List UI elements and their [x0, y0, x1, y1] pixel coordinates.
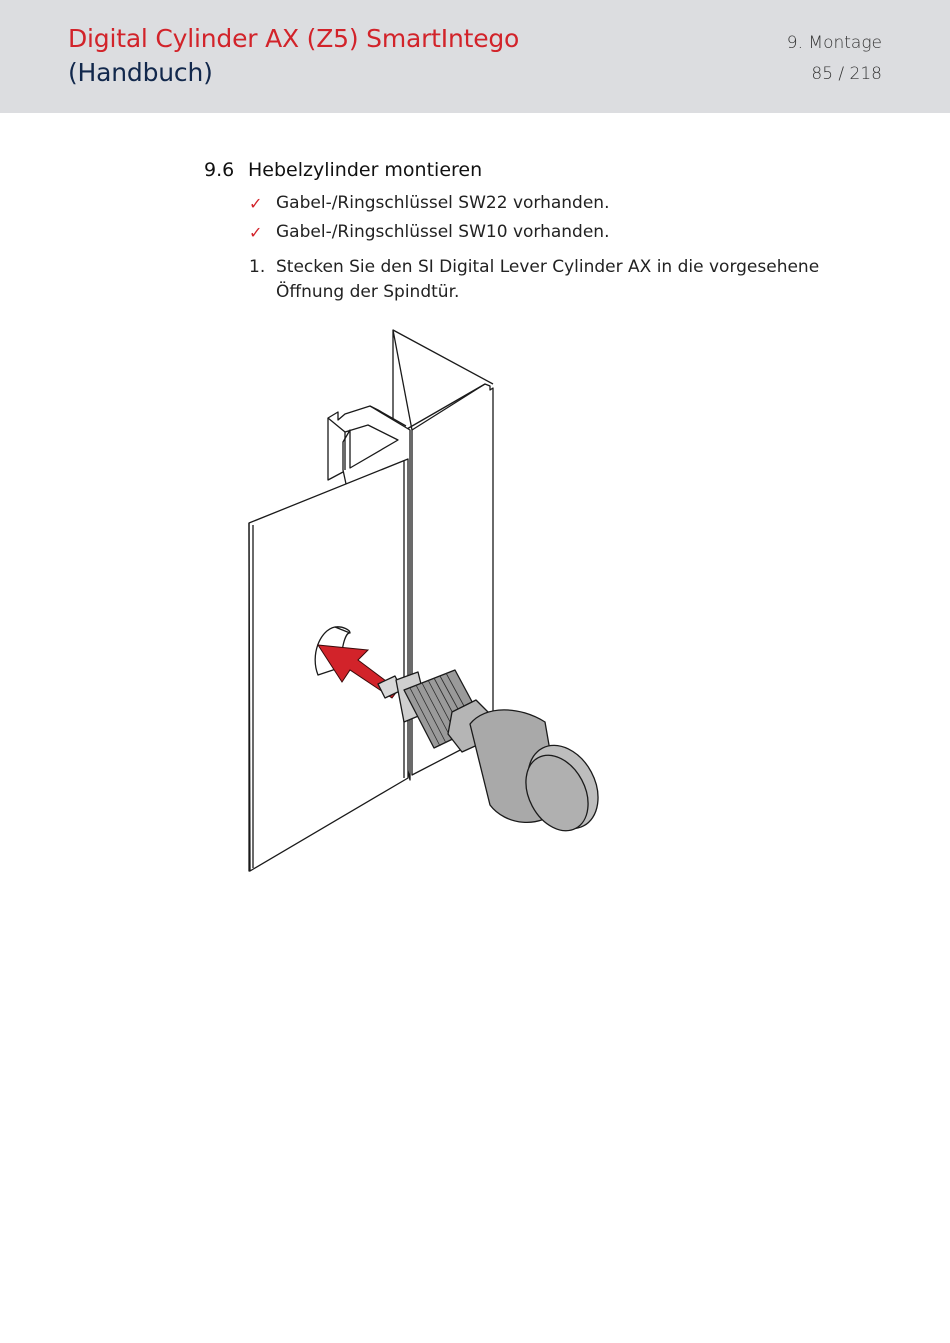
section-body: [204, 156, 904, 305]
prerequisite-list: [204, 189, 904, 247]
title-line-1: Digital Cylinder AX (Z5) SmartIntego: [68, 24, 520, 53]
list-item: [249, 255, 886, 305]
list-item: [249, 218, 904, 247]
cylinder-mounting-illustration: [240, 322, 610, 882]
section-heading: [204, 156, 904, 184]
page-header: [0, 0, 950, 113]
page-number: 85 / 218: [811, 64, 882, 84]
section-title: Hebelzylinder montieren: [248, 159, 483, 181]
step-number: 1.: [249, 257, 266, 277]
list-item: [249, 189, 904, 218]
title-line-2: (Handbuch): [68, 58, 213, 87]
prerequisite-text: Gabel-/Ringschlüssel SW22 vorhanden.: [276, 193, 610, 213]
step-list: [204, 255, 904, 305]
step-text: Stecken Sie den SI Digital Lever Cylinder AX in die vorgesehene Öffnung der Spindtür.: [276, 257, 820, 302]
prerequisite-text: Gabel-/Ringschlüssel SW10 vorhanden.: [276, 222, 610, 242]
header-meta: [787, 28, 882, 90]
document-title: [68, 22, 519, 90]
section-number: 9.6: [204, 159, 235, 181]
chapter-label: 9. Montage: [786, 33, 882, 53]
checkmark-icon: ✓: [249, 223, 263, 242]
checkmark-icon: ✓: [249, 194, 263, 213]
